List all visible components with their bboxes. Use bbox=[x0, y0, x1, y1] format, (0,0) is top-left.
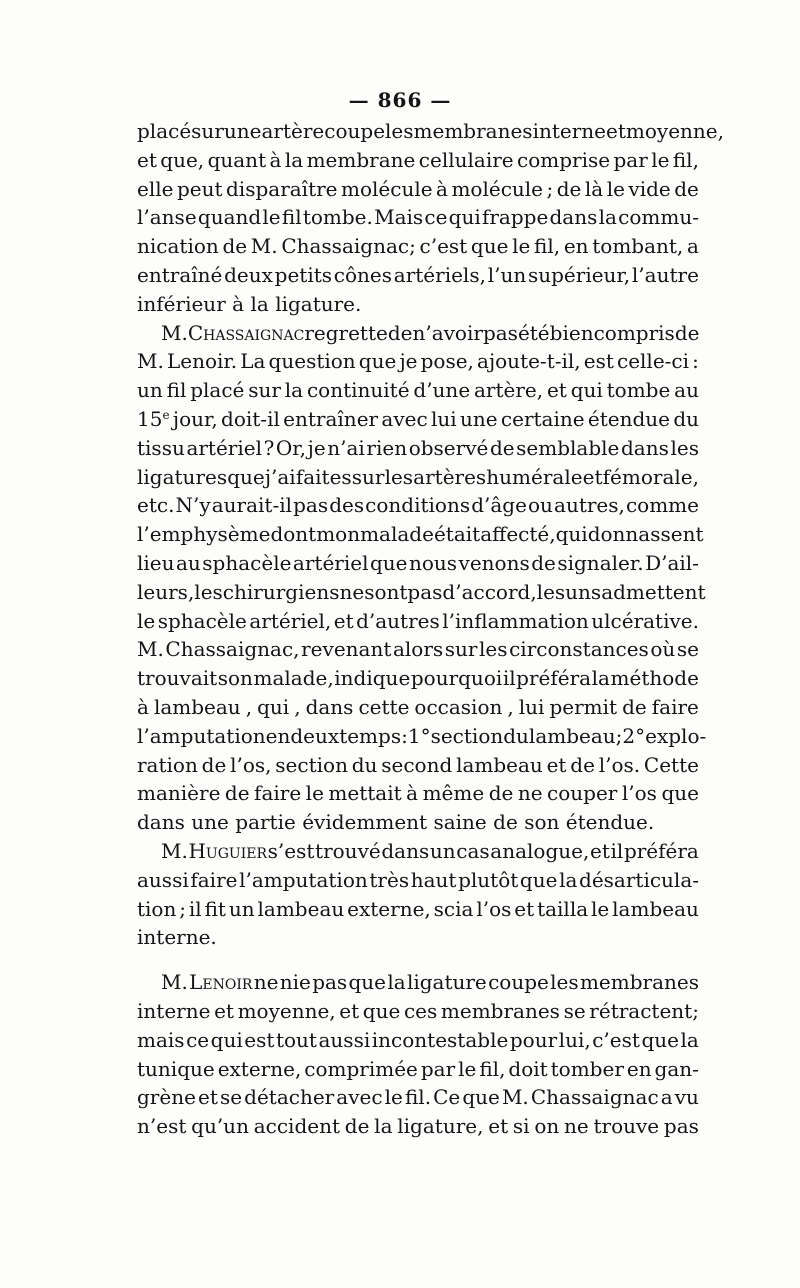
text-line: l’anse quand le fil tombe. Mais ce qui frappe dans la commu- bbox=[137, 205, 699, 230]
text-line: l’amputation en deux temps : 1° section du lambeau ; 2° explo- bbox=[137, 723, 707, 748]
paragraph bbox=[137, 319, 707, 837]
paragraph bbox=[137, 968, 699, 1141]
paragraph bbox=[137, 837, 699, 952]
text-line: lieu au sphacèle artériel que nous venons de signaler. D’ail- bbox=[137, 550, 699, 575]
text-line: interne et moyenne, et que ces membranes se rétractent; bbox=[137, 998, 699, 1023]
text-line: leurs, les chirurgiens ne sont pas d’accord, les uns admettent bbox=[137, 579, 706, 604]
text-line: M. Lenoir ne nie pas que la ligature coupe les membranes bbox=[161, 970, 699, 995]
text-line: l’emphysème dont mon malade était affecté, qui donnassent bbox=[137, 522, 704, 547]
text-line: ration de l’os, section du second lambeau et de l’os. Cette bbox=[137, 752, 699, 777]
paragraph-gap bbox=[137, 952, 699, 968]
text-line: M. Huguier s’est trouvé dans un cas analogue, et il préféra bbox=[161, 838, 699, 863]
text-line: M. Chassaignac regrette de n’avoir pas été bien compris de bbox=[161, 320, 700, 345]
text-line: le sphacèle artériel, et d’autres l’inflammation ulcérative. bbox=[137, 608, 699, 633]
text-line: tissu artériel ? Or, je n’ai rien observé de semblable dans les bbox=[137, 435, 699, 460]
text-line: trouvait son malade, indique pourquoi il préféra la méthode bbox=[137, 666, 699, 691]
text-line: elle peut disparaître molécule à molécule ; de là le vide de bbox=[137, 176, 699, 201]
text-line: dans une partie évidemment saine de son étendue. bbox=[137, 810, 655, 835]
text-line: aussi faire l’amputation très haut plutôt que la désarticula- bbox=[137, 867, 699, 892]
text-line: M. Chassaignac, revenant alors sur les circonstances où se bbox=[137, 637, 699, 662]
text-line: entraîné deux petits cônes artériels, l’un supérieur, l’autre bbox=[137, 262, 699, 287]
text-line: un fil placé sur la continuité d’une artère, et qui tombe au bbox=[137, 378, 699, 403]
text-line: M. Lenoir. La question que je pose, ajoute-t-il, est celle-ci : bbox=[137, 349, 699, 374]
text-line: inférieur à la ligature. bbox=[137, 291, 362, 316]
paragraph bbox=[137, 117, 724, 319]
text-line: et que, quant à la membrane cellulaire comprise par le fil, bbox=[137, 147, 699, 172]
text-line: etc. N’y aurait-il pas des conditions d’âge ou autres, comme bbox=[137, 493, 699, 518]
text-line: grène et se détacher avec le fil. Ce que M. Chassaignac a vu bbox=[137, 1085, 699, 1110]
text-line: tunique externe, comprimée par le fil, doit tomber en gan- bbox=[137, 1056, 699, 1081]
text-line: ligatures que j’ai faites sur les artères humérale et fémorale, bbox=[137, 464, 699, 489]
text-line: n’est qu’un accident de la ligature, et si on ne trouve pas bbox=[137, 1114, 699, 1139]
body-text bbox=[137, 117, 724, 1141]
text-line: placé sur une artère coupe les membranes interne et moyenne, bbox=[137, 119, 724, 143]
text-line: interne. bbox=[137, 925, 217, 950]
text-line: mais ce qui est tout aussi incontestable pour lui, c’est que la bbox=[137, 1027, 699, 1052]
text-line: nication de M. Chassaignac; c’est que le fil, en tombant, a bbox=[137, 234, 699, 259]
text-line: tion ; il fit un lambeau externe, scia l’os et tailla le lambeau bbox=[137, 896, 699, 921]
text-line: 15e jour, doit-il entraîner avec lui une certaine étendue du bbox=[137, 406, 699, 431]
text-line: manière de faire le mettait à même de ne couper l’os que bbox=[137, 781, 699, 806]
text-line: à lambeau , qui , dans cette occasion , lui permit de faire bbox=[137, 694, 699, 719]
page-number-header: — 866 — bbox=[348, 88, 452, 112]
